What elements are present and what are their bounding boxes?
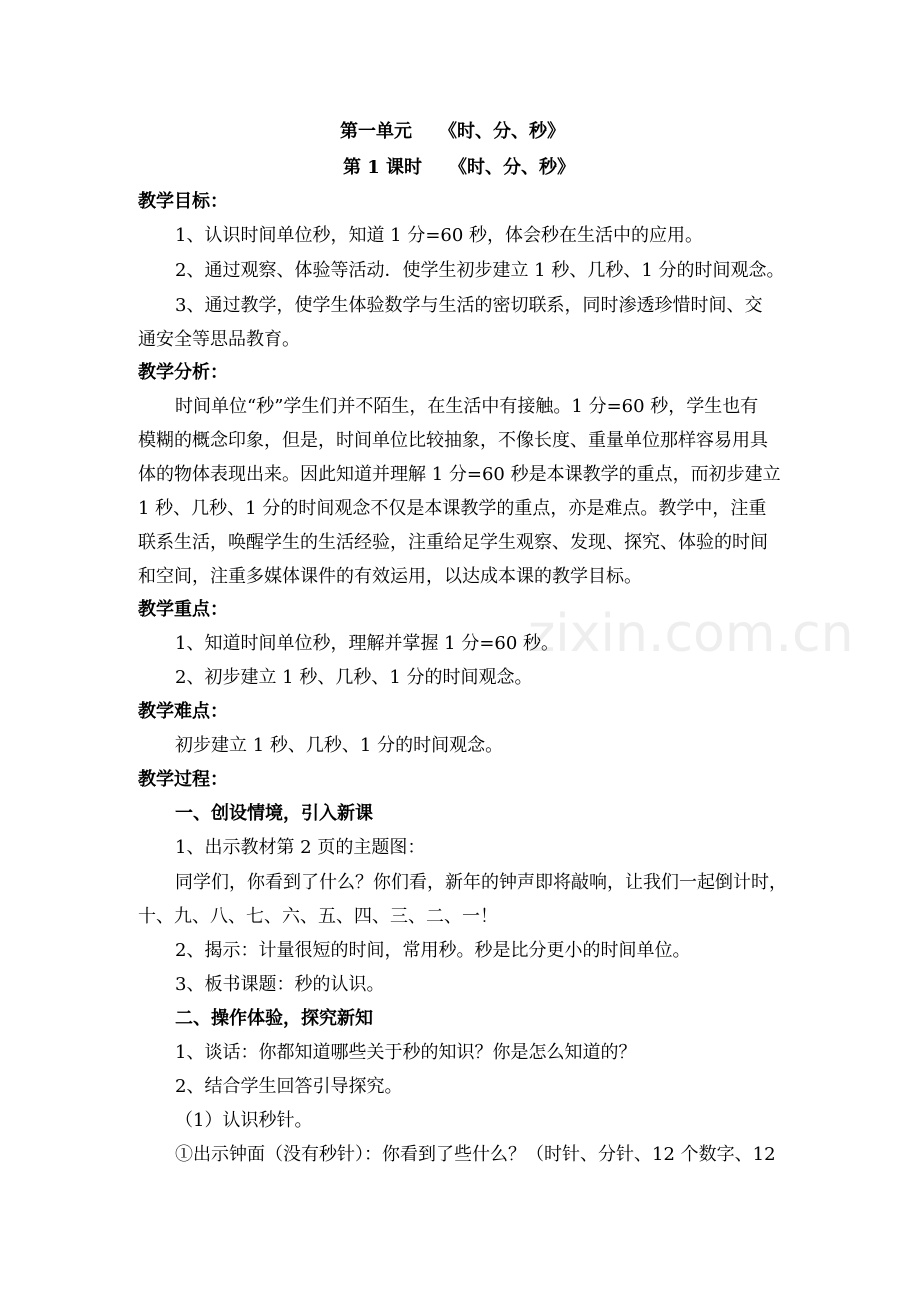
process-line-8: （1）认识秒针。	[175, 1110, 313, 1131]
watermark: zixin.com.cn	[528, 604, 854, 664]
objective-3: 3、通过教学，使学生体验数学与生活的密切联系，同时渗透珍惜时间、交	[175, 295, 763, 316]
analysis-line-3: 体的物体表现出来。因此知道并理解 1 分=60 秒是本课教学的重点，而初步建立	[138, 464, 781, 485]
analysis-line-4: 1 秒、几秒、1 分的时间观念不仅是本课教学的重点，亦是难点。教学中，注重	[138, 498, 767, 519]
process-line-3: 十、九、八、七、六、五、四、三、二、一！	[138, 906, 498, 927]
analysis-line-5: 联系生活，唤醒学生的生活经验，注重给足学生观察、发现、探究、体验的时间	[138, 532, 768, 553]
key-point-2: 2、初步建立 1 秒、几秒、1 分的时间观念。	[175, 667, 533, 688]
difficulty-1: 初步建立 1 秒、几秒、1 分的时间观念。	[175, 735, 504, 756]
process-line-6: 1、谈话：你都知道哪些关于秒的知识？你是怎么知道的？	[175, 1042, 637, 1063]
section-2-heading: 二、操作体验，探究新知	[175, 1008, 373, 1029]
heading-difficulties: 教学难点：	[138, 701, 228, 722]
process-line-9: ①出示钟面（没有秒针）：你看到了些什么？（时针、分针、12 个数字、12	[175, 1144, 776, 1165]
process-line-1: 1、出示教材第 2 页的主题图：	[175, 837, 426, 858]
objective-2: 2、通过观察、体验等活动．使学生初步建立 1 秒、几秒、1 分的时间观念。	[175, 260, 785, 281]
process-line-7: 2、结合学生回答引导探究。	[175, 1076, 403, 1097]
lesson-title: 第 1 课时 《时、分、秒》	[343, 157, 576, 178]
process-line-4: 2、揭示：计量很短的时间，常用秒。秒是比分更小的时间单位。	[175, 940, 691, 961]
analysis-line-6: 和空间，注重多媒体课件的有效运用，以达成本课的教学目标。	[138, 566, 642, 587]
process-line-2: 同学们，你看到了什么？你们看，新年的钟声即将敲响，让我们一起倒计时，	[175, 872, 787, 893]
heading-process: 教学过程：	[138, 769, 228, 790]
heading-analysis: 教学分析：	[138, 362, 228, 383]
analysis-line-2: 模糊的概念印象，但是，时间单位比较抽象，不像长度、重量单位那样容易用具	[138, 430, 768, 451]
heading-key-points: 教学重点：	[138, 599, 228, 620]
key-point-1: 1、知道时间单位秒，理解并掌握 1 分=60 秒。	[175, 633, 560, 654]
objective-1: 1、认识时间单位秒，知道 1 分=60 秒，体会秒在生活中的应用。	[175, 225, 704, 246]
heading-objectives: 教学目标：	[138, 191, 228, 212]
objective-3-cont: 通安全等思品教育。	[138, 329, 300, 350]
section-1-heading: 一、创设情境，引入新课	[175, 803, 373, 824]
analysis-line-1: 时间单位“秒”学生们并不陌生，在生活中有接触。1 分=60 秒，学生也有	[175, 396, 759, 417]
unit-title: 第一单元 《时、分、秒》	[340, 121, 565, 142]
process-line-5: 3、板书课题：秒的认识。	[175, 974, 385, 995]
